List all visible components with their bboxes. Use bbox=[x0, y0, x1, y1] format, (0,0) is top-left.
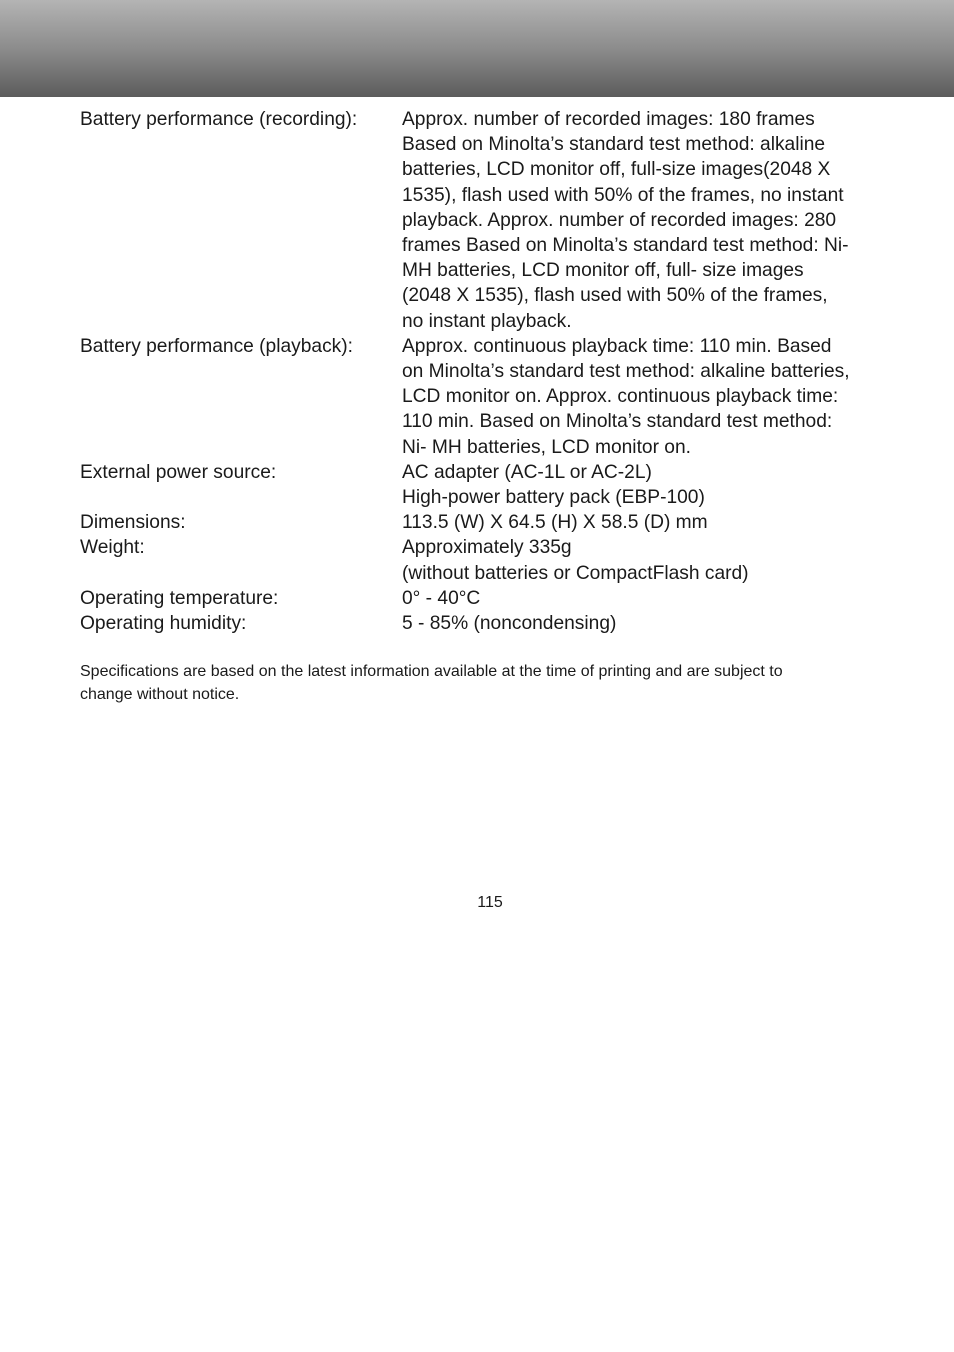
spec-value bbox=[402, 460, 900, 510]
spec-value-line: High-power battery pack (EBP-100) bbox=[402, 487, 705, 509]
page-number: 115 bbox=[477, 894, 503, 911]
spec-value bbox=[402, 334, 900, 460]
footnote bbox=[80, 660, 900, 706]
spec-row-weight bbox=[80, 535, 900, 585]
spec-label: Dimensions: bbox=[80, 512, 186, 534]
spec-row-external-power bbox=[80, 460, 900, 510]
spec-value bbox=[402, 535, 900, 585]
spec-value-line: on Minolta’s standard test method: alkaline batteries, bbox=[402, 361, 850, 383]
spec-value bbox=[402, 611, 900, 636]
spec-value-line: AC adapter (AC-1L or AC-2L) bbox=[402, 461, 652, 483]
spec-value-line: 0° - 40°C bbox=[402, 587, 481, 609]
spec-value-line: 5 - 85% (noncondensing) bbox=[402, 613, 617, 635]
spec-label: Operating humidity: bbox=[80, 613, 247, 635]
spec-label: Battery performance (playback): bbox=[80, 335, 354, 357]
spec-value-line: 110 min. Based on Minolta’s standard test method: bbox=[402, 411, 833, 433]
spec-value-line: 113.5 (W) X 64.5 (H) X 58.5 (D) mm bbox=[402, 512, 708, 534]
spec-value-line: LCD monitor on. Approx. continuous playback time: bbox=[402, 386, 839, 408]
spec-value-line: (2048 X 1535), flash used with 50% of the frames, bbox=[402, 285, 828, 307]
spec-value bbox=[402, 586, 900, 611]
spec-label: Weight: bbox=[80, 537, 145, 559]
spec-row-battery-playback bbox=[80, 334, 900, 460]
spec-value-line: no instant playback. bbox=[402, 310, 572, 332]
spec-value-line: Approximately 335g bbox=[402, 537, 572, 559]
spec-value-line: frames Based on Minolta’s standard test method: Ni- bbox=[402, 235, 849, 257]
spec-table bbox=[80, 107, 900, 636]
spec-value-line: batteries, LCD monitor off, full-size images(2048 X bbox=[402, 159, 831, 181]
spec-value bbox=[402, 107, 900, 334]
spec-value-line: playback. Approx. number of recorded images: 280 bbox=[402, 209, 837, 231]
footnote-line: change without notice. bbox=[80, 686, 240, 703]
spec-value-line: (without batteries or CompactFlash card) bbox=[402, 562, 749, 584]
spec-row-battery-recording bbox=[80, 107, 900, 334]
spec-value-line: Based on Minolta’s standard test method: alkaline bbox=[402, 134, 826, 156]
spec-row-dimensions bbox=[80, 510, 900, 535]
footnote-line: Specifications are based on the latest information available at the time of printing and are subject to bbox=[80, 663, 783, 680]
spec-value-line: 1535), flash used with 50% of the frames, no instant bbox=[402, 184, 844, 206]
spec-row-operating-humidity bbox=[80, 611, 900, 636]
spec-value bbox=[402, 510, 900, 535]
spec-value-line: Approx. continuous playback time: 110 min. Based bbox=[402, 335, 832, 357]
spec-value-line: Approx. number of recorded images: 180 frames bbox=[402, 109, 815, 130]
spec-label: Operating temperature: bbox=[80, 587, 279, 609]
spec-value-line: Ni- MH batteries, LCD monitor on. bbox=[402, 436, 691, 458]
spec-row-operating-temperature bbox=[80, 586, 900, 611]
spec-value-line: MH batteries, LCD monitor off, full- size images bbox=[402, 260, 804, 282]
spec-label: Battery performance (recording): bbox=[80, 109, 358, 130]
spec-label: External power source: bbox=[80, 461, 277, 483]
header-band bbox=[0, 0, 954, 97]
